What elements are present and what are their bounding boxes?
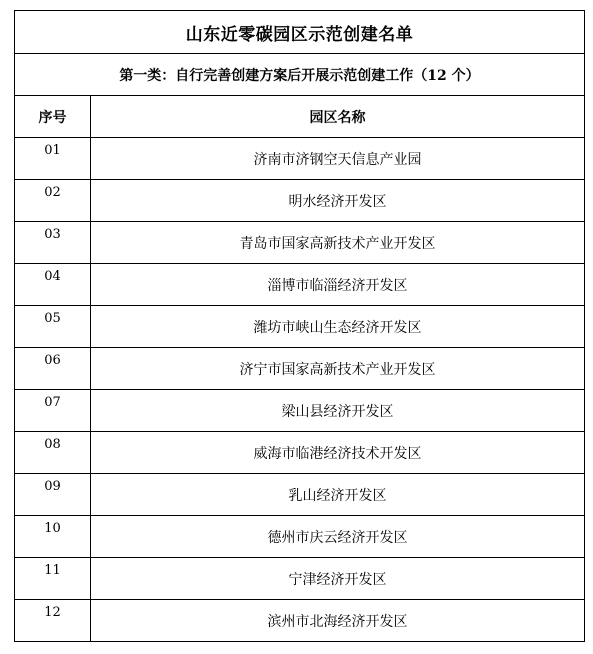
table-row [15, 390, 585, 432]
title-row [15, 11, 585, 54]
table-row [15, 600, 585, 642]
park-name: 梁山县经济开发区 [91, 390, 585, 432]
table-row [15, 264, 585, 306]
park-name: 滨州市北海经济开发区 [91, 600, 585, 642]
row-number: 05 [15, 306, 91, 348]
row-number: 01 [15, 138, 91, 180]
row-number: 12 [15, 600, 91, 642]
row-number: 09 [15, 474, 91, 516]
park-name: 淄博市临淄经济开发区 [91, 264, 585, 306]
table-row [15, 432, 585, 474]
row-number: 06 [15, 348, 91, 390]
park-list-sheet [14, 10, 584, 642]
park-list-table [14, 10, 585, 642]
category-row [15, 54, 585, 96]
park-name: 潍坊市峡山生态经济开发区 [91, 306, 585, 348]
table-body [15, 11, 585, 642]
table-row [15, 306, 585, 348]
park-name: 威海市临港经济技术开发区 [91, 432, 585, 474]
row-number: 10 [15, 516, 91, 558]
row-number: 07 [15, 390, 91, 432]
park-name: 乳山经济开发区 [91, 474, 585, 516]
table-row [15, 558, 585, 600]
row-number: 08 [15, 432, 91, 474]
column-header-park-name: 园区名称 [91, 96, 585, 138]
park-name: 明水经济开发区 [91, 180, 585, 222]
park-name: 宁津经济开发区 [91, 558, 585, 600]
row-number: 04 [15, 264, 91, 306]
table-title: 山东近零碳园区示范创建名单 [15, 11, 585, 54]
row-number: 02 [15, 180, 91, 222]
category-heading: 第一类：自行完善创建方案后开展示范创建工作（12 个） [15, 54, 585, 96]
table-row [15, 516, 585, 558]
row-number: 11 [15, 558, 91, 600]
table-row [15, 474, 585, 516]
park-name: 济宁市国家高新技术产业开发区 [91, 348, 585, 390]
table-row [15, 138, 585, 180]
table-row [15, 222, 585, 264]
header-row [15, 96, 585, 138]
park-name: 青岛市国家高新技术产业开发区 [91, 222, 585, 264]
table-row [15, 348, 585, 390]
park-name: 德州市庆云经济开发区 [91, 516, 585, 558]
column-header-number: 序号 [15, 96, 91, 138]
row-number: 03 [15, 222, 91, 264]
park-name: 济南市济钢空天信息产业园 [91, 138, 585, 180]
table-row [15, 180, 585, 222]
